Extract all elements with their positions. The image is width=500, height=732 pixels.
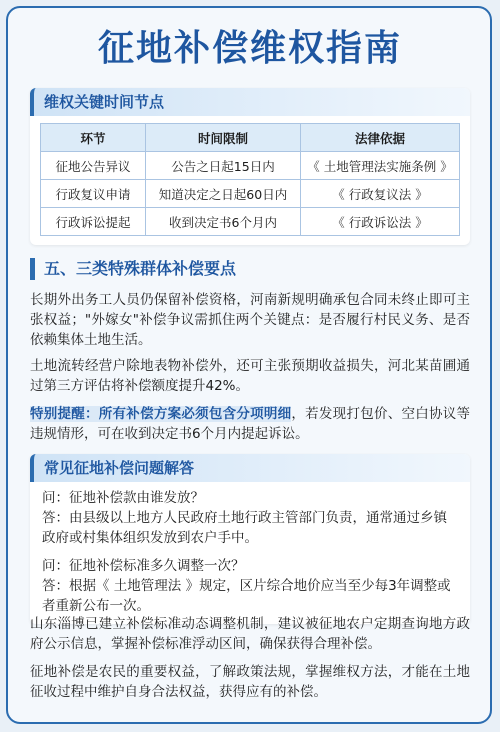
table-cell: 《 行政复议法 》 bbox=[301, 180, 460, 208]
table-header-row bbox=[41, 124, 460, 152]
table-cell: 公告之日起15日内 bbox=[146, 152, 301, 180]
faq-answer: 答：根据《 土地管理法 》规定，区片综合地价应当至少每3年调整或者重新公布一次。 bbox=[42, 578, 451, 614]
reminder-text: ，若发现打包价、空白协议等违规情形，可在收到决定书6个月内提起诉讼。 bbox=[30, 406, 471, 442]
timeline-table bbox=[40, 123, 460, 236]
table-cell: 征地公告异议 bbox=[41, 152, 146, 180]
table-row bbox=[41, 208, 460, 236]
table-cell: 收到决定书6个月内 bbox=[146, 208, 301, 236]
column-header: 环节 bbox=[41, 124, 146, 152]
table-row bbox=[41, 152, 460, 180]
table-cell: 《 行政诉讼法 》 bbox=[301, 208, 460, 236]
paragraph-conclusion: 征地补偿是农民的重要权益，了解政策法规，掌握维权方法，才能在土地征收过程中维护自身合法权益，获得应有的补偿。 bbox=[30, 664, 470, 700]
timeline-card bbox=[30, 88, 470, 245]
paragraph-land-transfer: 土地流转经营户除地表物补偿外，还可主张预期收益损失，河北某苗圃通过第三方评估将补偿额度提升42%。 bbox=[30, 358, 470, 394]
table-cell: 知道决定之日起60日内 bbox=[146, 180, 301, 208]
timeline-heading: 维权关键时间节点 bbox=[30, 88, 470, 116]
faq-question: 问：征地补偿标准多久调整一次？ bbox=[42, 558, 245, 574]
reminder-highlight: 特别提醒：所有补偿方案必须包含分项明细 bbox=[30, 406, 292, 422]
table-cell: 行政复议申请 bbox=[41, 180, 146, 208]
faq-heading: 常见征地补偿问题解答 bbox=[30, 454, 470, 482]
column-header: 法律依据 bbox=[301, 124, 460, 152]
paragraph-migrant-workers: 长期外出务工人员仍保留补偿资格，河南新规明确承包合同未终止即可主张权益；"外嫁女"补偿争议需抓住两个关键点：是否履行村民义务、是否依赖集体土地生活。 bbox=[30, 292, 470, 348]
table-row bbox=[41, 180, 460, 208]
table-cell: 《 土地管理法实施条例 》 bbox=[301, 152, 460, 180]
table-cell: 行政诉讼提起 bbox=[41, 208, 146, 236]
paragraph-zibo-mechanism: 山东淄博已建立补偿标准动态调整机制，建议被征地农户定期查询地方政府公示信息，掌握补偿标准浮动区间，确保获得合理补偿。 bbox=[30, 616, 470, 652]
faq-question: 问：征地补偿款由谁发放？ bbox=[42, 490, 204, 506]
faq-card bbox=[30, 454, 470, 624]
faq-answer: 答：由县级以上地方人民政府土地行政主管部门负责，通常通过乡镇政府或村集体组织发放到农户手中。 bbox=[42, 510, 447, 546]
column-header: 时间限制 bbox=[146, 124, 301, 152]
page-title: 征地补偿维权指南 bbox=[97, 28, 402, 69]
section-title: 五、三类特殊群体补偿要点 bbox=[30, 258, 236, 280]
paragraph-special-reminder bbox=[30, 404, 470, 444]
faq-body bbox=[30, 482, 470, 624]
